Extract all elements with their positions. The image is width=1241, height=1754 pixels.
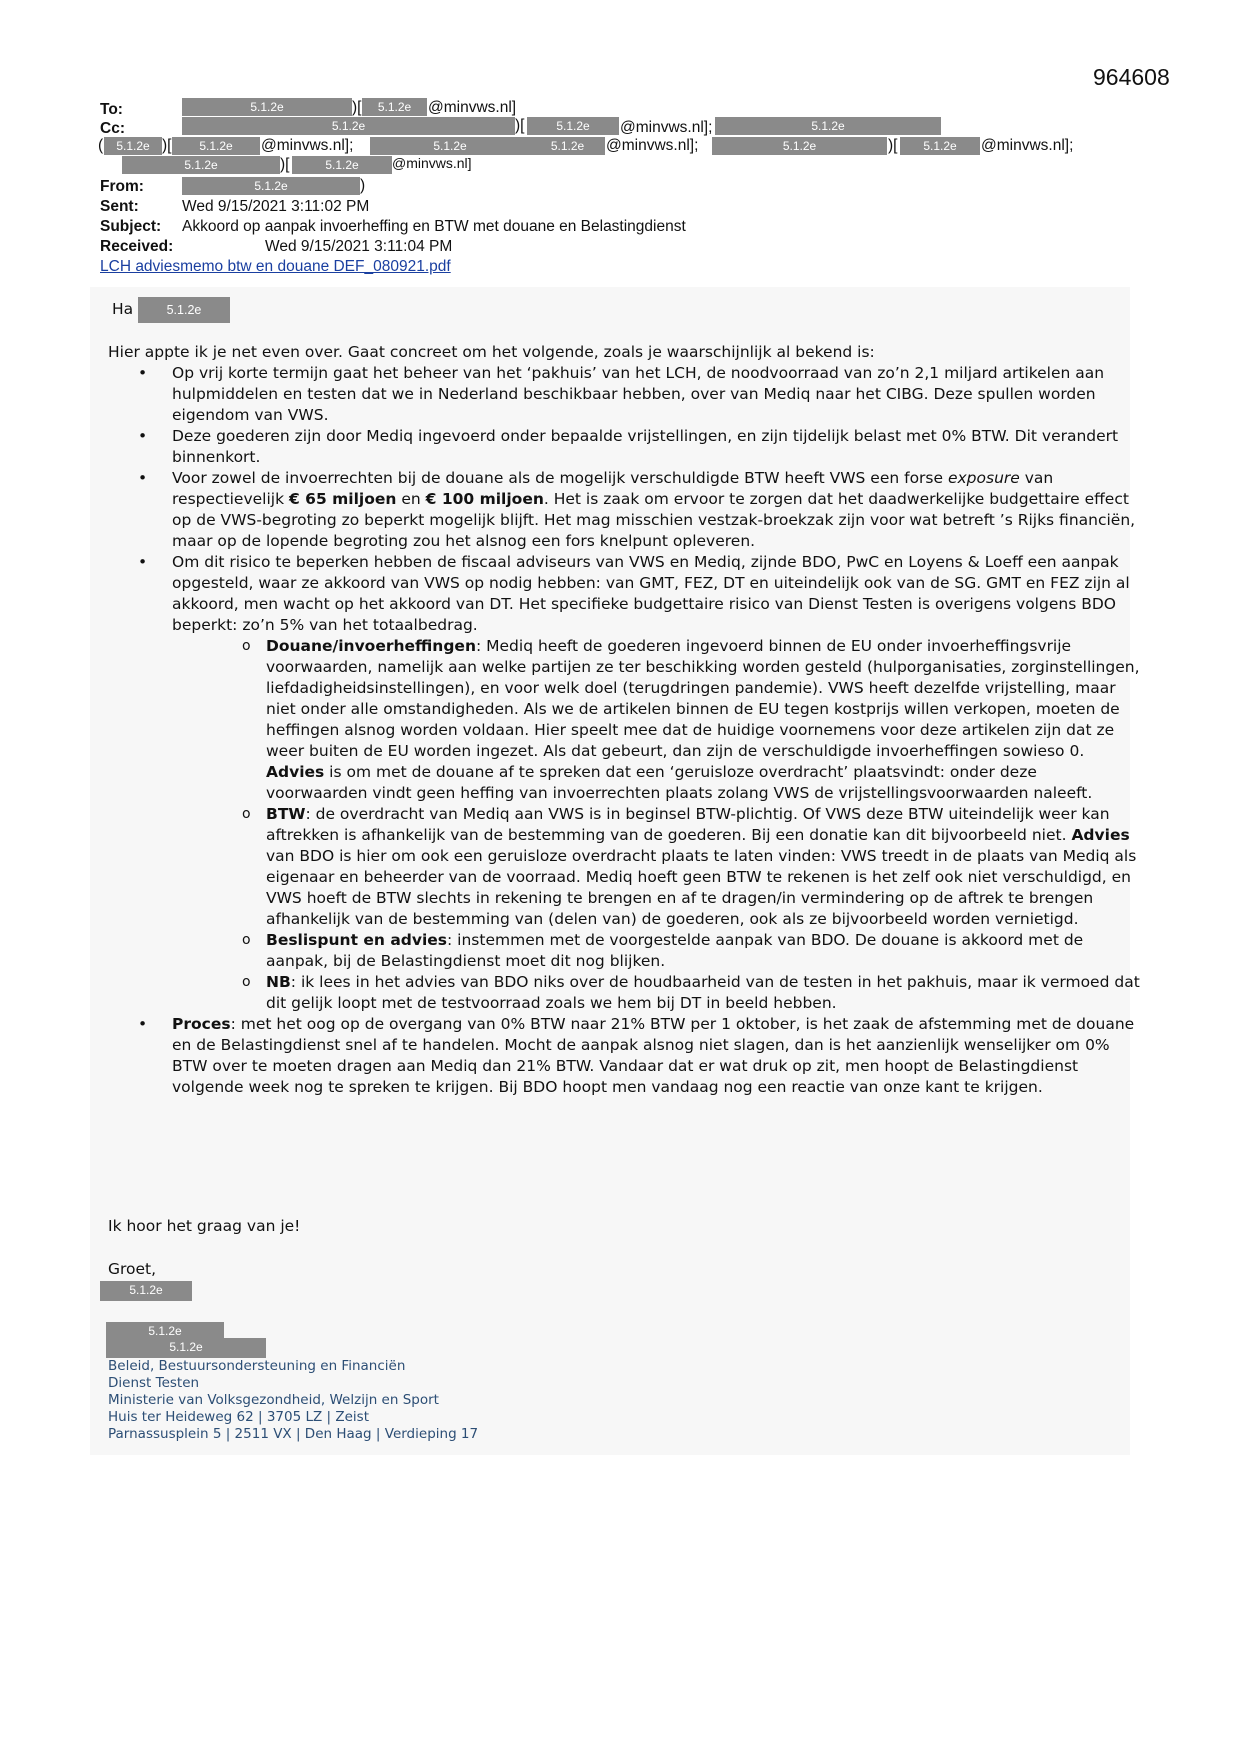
redaction-box: 5.1.2e bbox=[182, 117, 515, 135]
redaction-box: 5.1.2e bbox=[370, 137, 530, 155]
sub-list-item: o BTW: de overdracht van Mediq aan VWS is in beginsel BTW-plichtig. Of VWS deze BTW uiteindelijk weer kan aftrekken is afhankelijk van de bestemming van de goederen. Bij een donatie kan dit bijvoorbeeld niet. Advies van BDO is hier om ook een geruisloze overdracht plaats te laten vinden: VWS treedt in de plaats van Mediq als eigenaar en beheerder van de voorraad. Mediq hoeft geen BTW te rekenen is het zelf ook niet verschuldigd, en VWS hoeft de BTW slechts in rekening te brengen en af te dragen/in vermindering op de aftrek te brengen afhankelijk van de bestemming van (delen van) de goederen, ook als ze bijvoorbeeld worden vernietigd. bbox=[232, 804, 1140, 930]
redaction-box: 5.1.2e bbox=[715, 117, 941, 135]
redaction-box: 5.1.2e bbox=[100, 1281, 192, 1301]
to-domain: @minvws.nl] bbox=[428, 99, 517, 116]
from-label: From: bbox=[100, 178, 144, 195]
message-body bbox=[108, 342, 1140, 1098]
list-item: • Om dit risico te beperken hebben de fiscaal adviseurs van VWS en Mediq, zijnde BDO, PwC en Loyens & Loeff een aanpak opgesteld, waar ze akkoord van VWS op nodig hebben: van GMT, FEZ, DT en uiteindelijk ook van de SG. GMT en FEZ zijn al akkoord, men wacht op het akkoord van DT. Het specifieke budgettaire risico van Dienst Testen is overigens volgens BDO beperkt: zo’n 5% van het totaalbedrag. o Douane/invoerheffingen: Mediq heeft de goederen ingevoerd binnen de EU onder invoerheffingsvrije voorwaarden, namelijk aan welke partijen ze ter beschikking worden gesteld (hulporganisaties, zorginstellingen, liefdadigheidsinstellingen), en voor welk doel (terugdringen pandemie). VWS heeft dezelfde vrijstelling, maar niet onder alle omstandigheden. Als we de artikelen binnen de EU tegen kostprijs willen verkopen, moeten de heffingen alsnog worden voldaan. Hier speelt mee dat de huidige voornemens voor deze artikelen zijn dat ze weer buiten de EU worden ingezet. Als dat gebeurt, dan zijn de verschuldigde invoerheffingen sowieso 0. Advies is om met de douane af te spreken dat een ‘geruisloze overdracht’ plaatsvindt: onder deze voorwaarden vindt geen heffing van invoerrechten plaats zolang VWS de vrijstellingsvoorwaarden naleeft. o BTW: de overdracht van Mediq aan VWS is in beginsel BTW-plichtig. Of VWS deze BTW uiteindelijk weer kan aftrekken is afhankelijk van de bestemming van de goederen. Bij een donatie kan dit bijvoorbeeld niet. Advies van BDO is hier om ook een geruisloze overdracht plaats te laten vinden: VWS treedt in de plaats van Mediq als eigenaar en beheerder van de voorraad. Mediq hoeft geen BTW te rekenen is het zelf ook niet verschuldigd, en VWS hoeft de BTW slechts in rekening te brengen en af te dragen/in vermindering op de aftrek te brengen afhankelijk van de bestemming van (delen van) de goederen, ook als ze bijvoorbeeld worden vernietigd. o Beslispunt en advies: instemmen met de voorgestelde aanpak van BDO. De douane is akkoord met de aanpak, bij de Belastingdienst moet dit nog blijken. o NB: ik lees in het advies van BDO niks over de houdbaarheid van de testen in het pakhuis, maar ik vermoed dat dit gelijk loopt met de testvoorraad zoals we hem bij DT in beeld hebben. bbox=[108, 552, 1140, 1014]
list-item: • Voor zowel de invoerrechten bij de douane als de mogelijk verschuldigde BTW heeft VWS een forse exposure van respectievelijk € 65 miljoen en € 100 miljoen. Het is zaak om ervoor te zorgen dat het daadwerkelijke budgettaire effect op de VWS-begroting zo beperkt mogelijk blijft. Het mag misschien vestzak-broekzak zijn voor wat betreft ’s Rijks financiën, maar op de lopende begroting zou het alsnog een fors knelpunt opleveren. bbox=[108, 468, 1140, 552]
cc-separator: )[ bbox=[515, 117, 525, 134]
cc-label: Cc: bbox=[100, 120, 125, 137]
sub-list-item: o NB: ik lees in het advies van BDO niks over de houdbaarheid van de testen in het pakhuis, maar ik vermoed dat dit gelijk loopt met de testvoorraad zoals we hem bij DT in beeld hebben. bbox=[232, 972, 1140, 1014]
sent-value: Wed 9/15/2021 3:11:02 PM bbox=[182, 198, 370, 215]
to-label: To: bbox=[100, 101, 123, 118]
to-separator: )[ bbox=[352, 99, 362, 116]
redaction-box: 5.1.2e bbox=[527, 117, 619, 135]
cc-domain: @minvws.nl]; bbox=[620, 119, 713, 136]
redaction-box: 5.1.2e bbox=[182, 177, 360, 195]
attachment-link[interactable]: LCH adviesmemo btw en douane DEF_080921.pdf bbox=[100, 258, 451, 275]
intro-text: Hier appte ik je net even over. Gaat concreet om het volgende, zoals je waarschijnlijk al bekend is: bbox=[108, 343, 875, 361]
main-list bbox=[108, 363, 1140, 1098]
list-item: • Op vrij korte termijn gaat het beheer van het ‘pakhuis’ van het LCH, de noodvoorraad van zo’n 2,1 miljard artikelen aan hulpmiddelen en testen dat we in Nederland beschikbaar hebben, over van Mediq naar het CIBG. Deze spullen worden eigendom van VWS. bbox=[108, 363, 1140, 426]
closing-text: Ik hoor het graag van je! bbox=[108, 1217, 301, 1235]
redaction-box: 5.1.2e bbox=[900, 137, 980, 155]
cc-domain: @minvws.nl]; bbox=[981, 137, 1074, 154]
redaction-box: 5.1.2e bbox=[104, 137, 162, 155]
cc-separator: )[ bbox=[280, 156, 290, 173]
list-item: • Deze goederen zijn door Mediq ingevoerd onder bepaalde vrijstellingen, en zijn tijdelijk belast met 0% BTW. Dit verandert binnenkort. bbox=[108, 426, 1140, 468]
redaction-box: 5.1.2e bbox=[106, 1322, 224, 1340]
redaction-box: 5.1.2e bbox=[530, 137, 605, 155]
redaction-box: 5.1.2e bbox=[138, 297, 230, 323]
signature-ministry: Ministerie van Volksgezondheid, Welzijn en Sport bbox=[108, 1392, 439, 1408]
signature-dept: Beleid, Bestuursondersteuning en Financiën bbox=[108, 1358, 406, 1374]
sub-list bbox=[172, 636, 1140, 1014]
list-item: • Proces: met het oog op de overgang van 0% BTW naar 21% BTW per 1 oktober, is het zaak de afstemming met de douane en de Belastingdienst snel af te handelen. Mocht de aanpak alsnog niet slagen, dan is het aanzienlijk wenselijker om 0% BTW over te moeten dragen aan Mediq dan 21% BTW. Vandaar dat er wat druk op zit, men hoopt de Belastingdienst volgende week nog te spreken te krijgen. Bij BDO hoopt men vandaag nog een reactie van onze kant te krijgen. bbox=[108, 1014, 1140, 1098]
subject-label: Subject: bbox=[100, 218, 162, 235]
redaction-box: 5.1.2e bbox=[712, 137, 887, 155]
cc-domain: @minvws.nl] bbox=[392, 155, 472, 171]
redaction-box: 5.1.2e bbox=[106, 1338, 266, 1358]
sub-list-item: o Douane/invoerheffingen: Mediq heeft de goederen ingevoerd binnen de EU onder invoerheffingsvrije voorwaarden, namelijk aan welke partijen ze ter beschikking worden gesteld (hulporganisaties, zorginstellingen, liefdadigheidsinstellingen), en voor welk doel (terugdringen pandemie). VWS heeft dezelfde vrijstelling, maar niet onder alle omstandigheden. Als we de artikelen binnen de EU tegen kostprijs willen verkopen, moeten de heffingen alsnog worden voldaan. Hier speelt mee dat de huidige voornemens voor deze artikelen zijn dat ze weer buiten de EU worden ingezet. Als dat gebeurt, dan zijn de verschuldigde invoerheffingen sowieso 0. Advies is om met de douane af te spreken dat een ‘geruisloze overdracht’ plaatsvindt: onder deze voorwaarden vindt geen heffing van invoerrechten plaats zolang VWS de vrijstellingsvoorwaarden naleeft. bbox=[232, 636, 1140, 804]
cc-paren: ( bbox=[98, 137, 104, 154]
received-value: Wed 9/15/2021 3:11:04 PM bbox=[265, 238, 453, 255]
redaction-box: 5.1.2e bbox=[122, 156, 280, 174]
redaction-box: 5.1.2e bbox=[292, 156, 392, 174]
signature-block bbox=[108, 1358, 478, 1443]
sub-list-item: o Beslispunt en advies: instemmen met de voorgestelde aanpak van BDO. De douane is akkoord met de aanpak, bij de Belastingdienst moet dit nog blijken. bbox=[232, 930, 1140, 972]
received-label: Received: bbox=[100, 238, 174, 255]
from-paren: ) bbox=[360, 177, 366, 194]
cc-domain: @minvws.nl]; bbox=[606, 137, 699, 154]
cc-separator: )[ bbox=[162, 137, 172, 154]
sent-label: Sent: bbox=[100, 198, 139, 215]
subject-value: Akkoord op aanpak invoerheffing en BTW met douane en Belastingdienst bbox=[182, 218, 686, 235]
signature-address: Huis ter Heideweg 62 | 3705 LZ | Zeist bbox=[108, 1409, 370, 1425]
redaction-box: 5.1.2e bbox=[362, 98, 427, 116]
redaction-box: 5.1.2e bbox=[182, 98, 352, 116]
document-id: 964608 bbox=[1093, 64, 1170, 90]
signature-unit: Dienst Testen bbox=[108, 1375, 200, 1391]
redaction-box: 5.1.2e bbox=[172, 137, 260, 155]
regards-text: Groet, bbox=[108, 1260, 157, 1278]
cc-domain: @minvws.nl]; bbox=[261, 137, 354, 154]
cc-separator: )[ bbox=[888, 137, 898, 154]
signature-address: Parnassusplein 5 | 2511 VX | Den Haag | Verdieping 17 bbox=[108, 1426, 479, 1442]
greeting: Ha bbox=[112, 300, 134, 318]
